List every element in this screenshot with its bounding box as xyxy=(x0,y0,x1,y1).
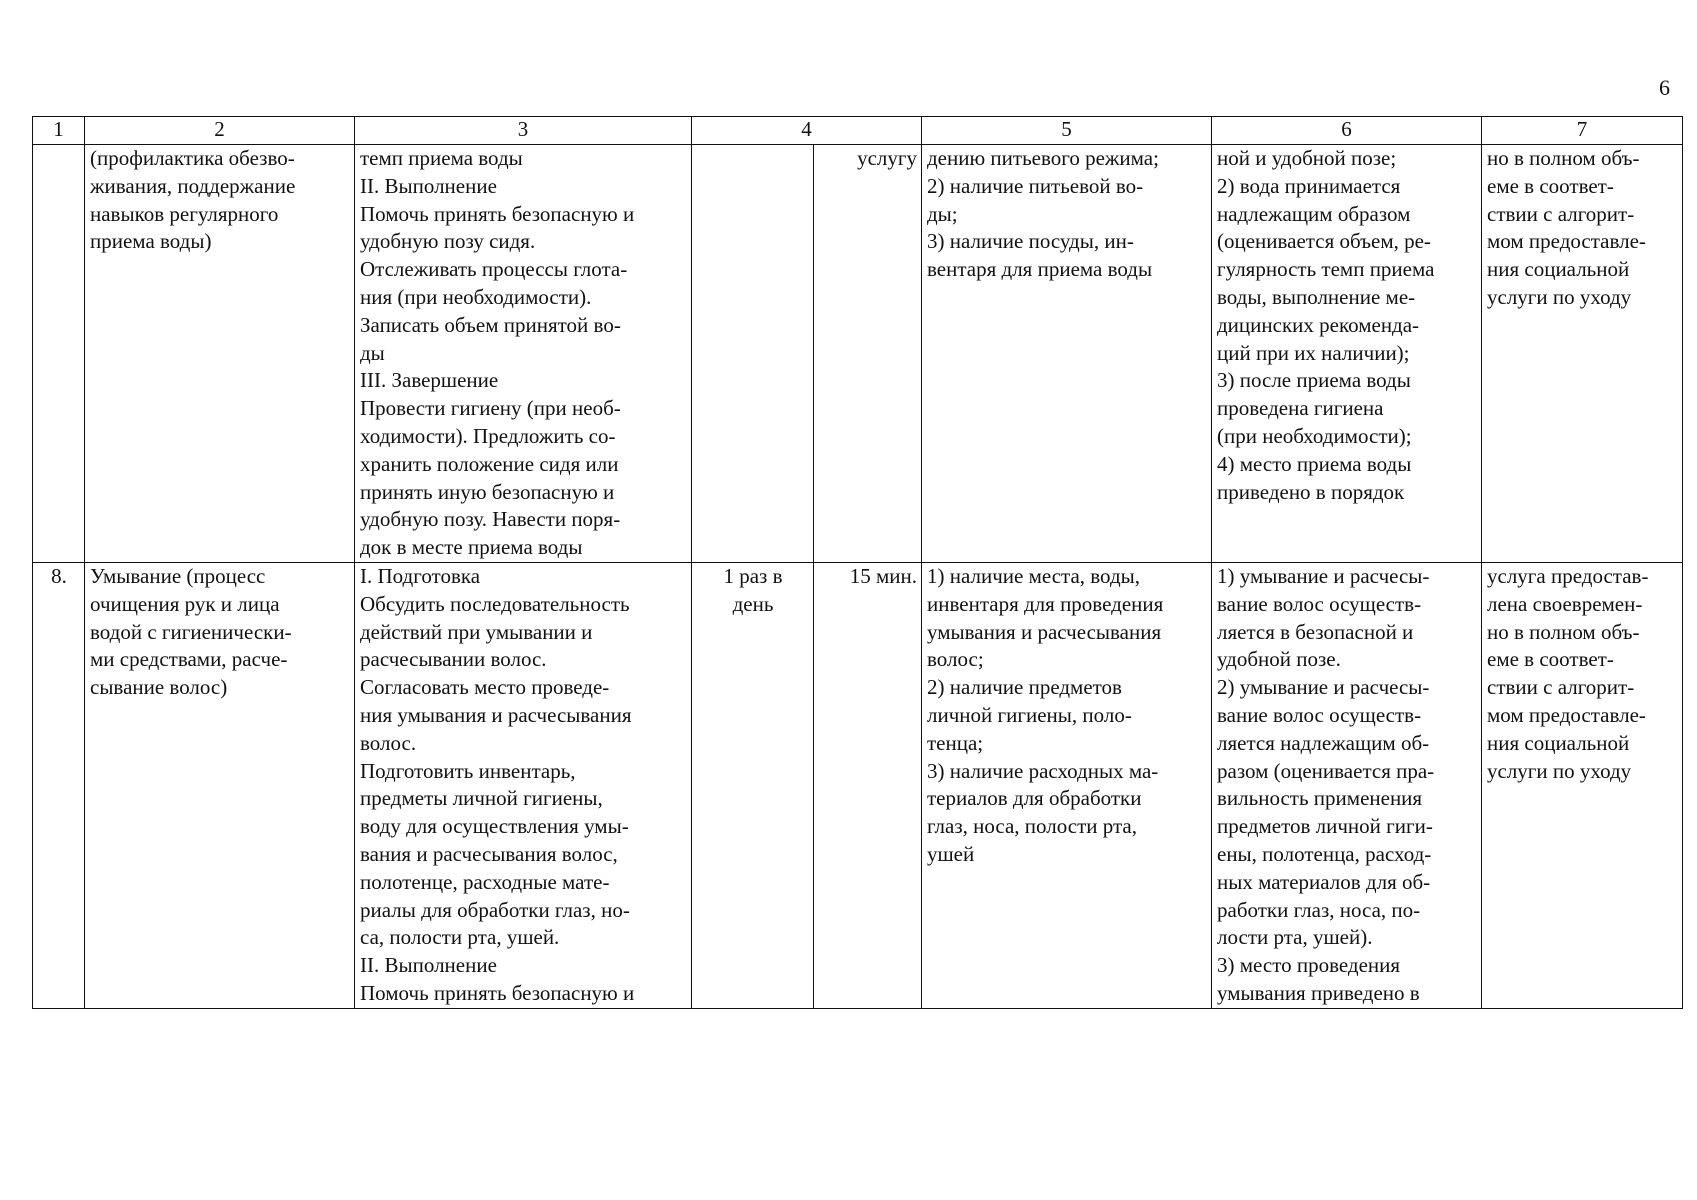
header-col-7: 7 xyxy=(1482,117,1683,145)
cell-duration xyxy=(814,562,922,1008)
cell-line: Отслеживать процессы глота- xyxy=(360,257,628,282)
cell-line: услуга предостав- xyxy=(1487,563,1649,588)
cell-line: личной гигиены, поло- xyxy=(927,702,1132,727)
cell-line: ходимости). Предложить со- xyxy=(360,423,616,448)
cell-line: ствии с алгорит- xyxy=(1487,201,1635,226)
cell-line: 2) умывание и расчесы- xyxy=(1217,675,1430,700)
cell-line: удобной позе. xyxy=(1217,647,1341,672)
cell-line: ния (при необходимости). xyxy=(360,284,592,309)
cell-service-name xyxy=(85,145,355,563)
cell-line: Обсудить последовательность xyxy=(360,591,630,616)
cell-line: 3) после приема воды xyxy=(1217,368,1411,393)
cell-line: темп приема воды xyxy=(360,146,523,170)
table-row xyxy=(33,562,1683,1008)
cell-line: еме в соответ- xyxy=(1487,647,1614,672)
cell-evaluation xyxy=(1482,562,1683,1008)
cell-line: Помочь принять безопасную и xyxy=(360,201,635,226)
cell-line: работки глаз, носа, по- xyxy=(1217,897,1421,922)
cell-line: приема воды) xyxy=(90,229,212,254)
cell-line: II. Выполнение xyxy=(360,173,497,198)
cell-line: расчесывании волос. xyxy=(360,647,547,672)
cell-line: воду для осуществления умы- xyxy=(360,814,629,839)
header-col-4: 4 xyxy=(692,117,922,145)
cell-line: предметов личной гиги- xyxy=(1217,814,1433,839)
cell-line: (профилактика обезво- xyxy=(90,146,295,170)
cell-line: (оценивается объем, ре- xyxy=(1217,229,1431,254)
cell-line: Записать объем принятой во- xyxy=(360,312,621,337)
cell-line: Помочь принять безопасную и xyxy=(360,980,635,1005)
cell-conditions xyxy=(922,562,1212,1008)
cell-line: Подготовить инвентарь, xyxy=(360,758,576,783)
cell-line: ляется в безопасной и xyxy=(1217,619,1414,644)
table-row xyxy=(33,145,1683,563)
cell-service-name xyxy=(85,562,355,1008)
cell-line: но в полном объ- xyxy=(1487,146,1640,170)
page-number: 6 xyxy=(1659,75,1670,100)
cell-line: действий при умывании и xyxy=(360,619,593,644)
cell-line: сывание волос) xyxy=(90,675,228,700)
cell-evaluation xyxy=(1482,145,1683,563)
cell-line: проведена гигиена xyxy=(1217,396,1384,421)
cell-line: ены, полотенца, расход- xyxy=(1217,841,1432,866)
cell-line: услуги по уходу xyxy=(1487,758,1632,783)
cell-line: день xyxy=(732,591,774,616)
cell-line: живания, поддержание xyxy=(90,173,296,198)
cell-line: ной и удобной позе; xyxy=(1217,146,1397,170)
cell-line: 4) место приема воды xyxy=(1217,451,1412,476)
cell-line: услугу xyxy=(857,146,917,170)
cell-line: ляется надлежащим об- xyxy=(1217,730,1430,755)
cell-line: ушей xyxy=(927,841,975,866)
cell-line: териалов для обработки xyxy=(927,786,1142,811)
cell-line: риалы для обработки глаз, но- xyxy=(360,897,630,922)
cell-line: I. Подготовка xyxy=(360,563,481,588)
cell-line: вильность применения xyxy=(1217,786,1423,811)
cell-line: навыков регулярного xyxy=(90,201,279,226)
cell-line: разом (оценивается пра- xyxy=(1217,758,1435,783)
cell-line: полотенце, расходные мате- xyxy=(360,869,610,894)
cell-number: 8. xyxy=(33,562,85,1008)
header-col-5: 5 xyxy=(922,117,1212,145)
cell-line: Согласовать место проведе- xyxy=(360,675,610,700)
header-col-2: 2 xyxy=(85,117,355,145)
cell-quality xyxy=(1212,145,1482,563)
cell-line: очищения рук и лица xyxy=(90,591,280,616)
cell-line: III. Завершение xyxy=(360,368,499,393)
cell-line: вание волос осуществ- xyxy=(1217,591,1422,616)
cell-conditions xyxy=(922,145,1212,563)
cell-line: ды; xyxy=(927,201,958,226)
cell-line: ды xyxy=(360,340,385,365)
cell-line: 1 раз в xyxy=(723,563,783,588)
cell-line: док в месте приема воды xyxy=(360,535,583,560)
cell-periodicity xyxy=(692,562,814,1008)
cell-line: вание волос осуществ- xyxy=(1217,702,1422,727)
cell-line: вания и расчесывания волос, xyxy=(360,841,618,866)
cell-number xyxy=(33,145,85,563)
cell-line: мом предоставле- xyxy=(1487,229,1646,254)
cell-line: ния социальной xyxy=(1487,730,1630,755)
cell-line: глаз, носа, полости рта, xyxy=(927,814,1137,839)
cell-periodicity xyxy=(692,145,814,563)
cell-line: вентаря для приема воды xyxy=(927,257,1153,282)
cell-line: ных материалов для об- xyxy=(1217,869,1431,894)
cell-line: волос; xyxy=(927,647,984,672)
cell-line: гулярность темп приема xyxy=(1217,257,1435,282)
cell-quality xyxy=(1212,562,1482,1008)
cell-line: Провести гигиену (при необ- xyxy=(360,396,621,421)
cell-line: (при необходимости); xyxy=(1217,423,1412,448)
cell-line: 1) умывание и расчесы- xyxy=(1217,563,1430,588)
cell-line: лости рта, ушей). xyxy=(1217,925,1373,950)
cell-line: II. Выполнение xyxy=(360,953,497,978)
table-header-row xyxy=(33,117,1683,145)
cell-line: водой с гигиенически- xyxy=(90,619,292,644)
cell-line: мом предоставле- xyxy=(1487,702,1646,727)
cell-line: инвентаря для проведения xyxy=(927,591,1164,616)
header-col-3: 3 xyxy=(355,117,692,145)
cell-line: но в полном объ- xyxy=(1487,619,1640,644)
cell-duration xyxy=(814,145,922,563)
cell-line: удобную позу. Навести поря- xyxy=(360,507,621,532)
cell-line: еме в соответ- xyxy=(1487,173,1614,198)
cell-line: волос. xyxy=(360,730,417,755)
cell-line: са, полости рта, ушей. xyxy=(360,925,560,950)
cell-line: умывания и расчесывания xyxy=(927,619,1162,644)
cell-line: Умывание (процесс xyxy=(90,563,266,588)
cell-line: 2) вода принимается xyxy=(1217,173,1401,198)
cell-line: ций при их наличии); xyxy=(1217,340,1410,365)
cell-line: предметы личной гигиены, xyxy=(360,786,603,811)
cell-line: 2) наличие питьевой во- xyxy=(927,173,1144,198)
cell-line: хранить положение сидя или xyxy=(360,451,619,476)
cell-line: дению питьевого режима; xyxy=(927,146,1159,170)
cell-line: надлежащим образом xyxy=(1217,201,1411,226)
cell-line: 3) наличие расходных ма- xyxy=(927,758,1159,783)
cell-line: ния умывания и расчесывания xyxy=(360,702,632,727)
cell-line: удобную позу сидя. xyxy=(360,229,536,254)
cell-line: ствии с алгорит- xyxy=(1487,675,1635,700)
header-col-1: 1 xyxy=(33,117,85,145)
cell-line: ния социальной xyxy=(1487,257,1630,282)
cell-line: ми средствами, расче- xyxy=(90,647,288,672)
cell-line: лена своевремен- xyxy=(1487,591,1643,616)
cell-line: 15 мин. xyxy=(849,563,917,588)
cell-procedure xyxy=(355,562,692,1008)
cell-line: 3) наличие посуды, ин- xyxy=(927,229,1134,254)
header-col-6: 6 xyxy=(1212,117,1482,145)
cell-line: 3) место проведения xyxy=(1217,953,1401,978)
cell-procedure xyxy=(355,145,692,563)
cell-line: умывания приведено в xyxy=(1217,980,1420,1005)
cell-line: воды, выполнение ме- xyxy=(1217,284,1416,309)
cell-line: услуги по уходу xyxy=(1487,284,1632,309)
cell-line: тенца; xyxy=(927,730,984,755)
cell-line: 2) наличие предметов xyxy=(927,675,1122,700)
services-table xyxy=(32,116,1683,1009)
cell-line: принять иную безопасную и xyxy=(360,479,615,504)
cell-line: приведено в порядок xyxy=(1217,479,1405,504)
cell-line: дицинских рекоменда- xyxy=(1217,312,1420,337)
cell-line: 1) наличие места, воды, xyxy=(927,563,1140,588)
